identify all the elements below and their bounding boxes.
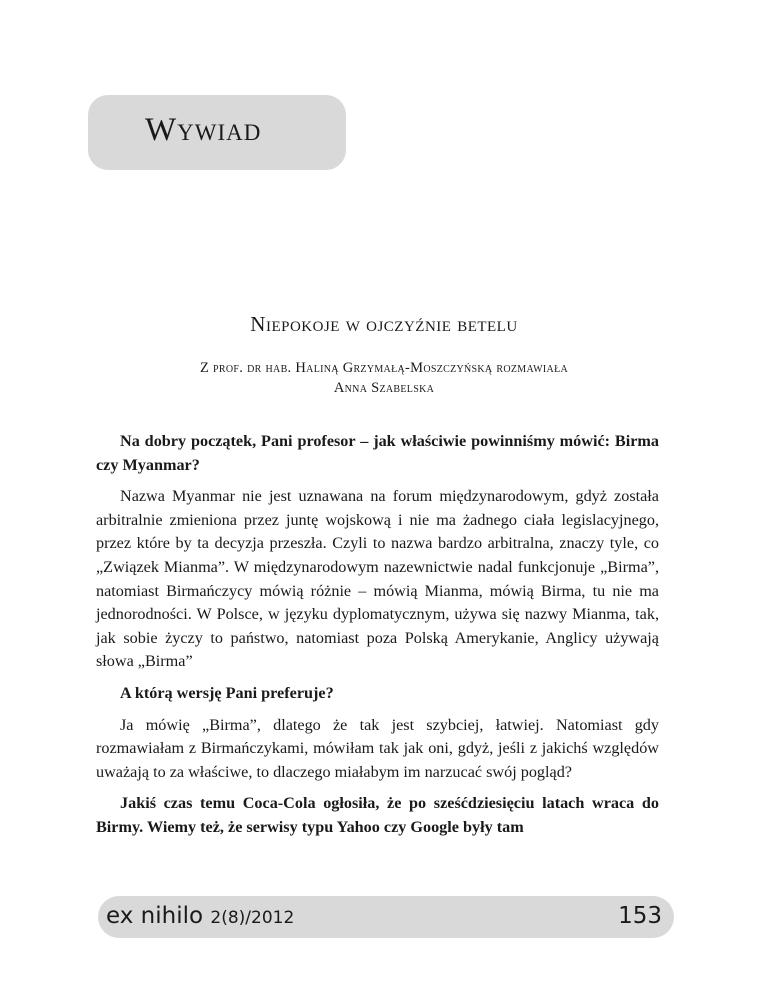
question-paragraph: A którą wersję Pani preferuje? <box>120 683 334 702</box>
question-paragraph: Na dobry początek, Pani profesor – jak właściwie powinniśmy mówić: Birma czy Myanmar? <box>96 432 659 474</box>
section-title: Wywiad <box>145 112 262 148</box>
journal-name <box>106 903 294 929</box>
journal-issue: 2(8)/2012 <box>210 908 295 928</box>
article-title: Niepokoje w ojczyźnie betelu <box>250 312 518 336</box>
byline-interviewee: Z prof. dr hab. Haliną Grzymałą-Moszczyńską rozmawiała <box>199 360 569 376</box>
question-paragraph: Jakiś czas temu Coca-Cola ogłosiła, że po sześćdziesięciu latach wraca do Birmy. Wiemy też, że serwisy typu Yahoo czy Google były tam <box>96 794 659 836</box>
article-body <box>96 430 659 848</box>
journal-title: ex nihilo <box>106 903 204 929</box>
answer-paragraph: Nazwa Myanmar nie jest uznawana na forum międzynarodowym, gdyż została arbitralnie zmieniona przez juntę wojskową i nie ma żadnego ciała legislacyjnego, przez które by ta decyzja przeszła. Czyli to nazwa bardzo arbitralna, znaczy tyle, co „Związek Mianma”. W międzynarodowym nazewnictwie nadal funkcjonuje „Birma”, natomiast Birmańczycy mówią różnie – mówią Mianma, mówią Birma, tu nie ma jednorodności. W Polsce, w języku dyplomatycznym, używa się nazwy Mianma, tak, jak sobie życzy to państwo, natomiast poza Polską Amerykanie, Anglicy używają słowa „Birma” <box>96 487 659 671</box>
answer-paragraph: Ja mówię „Birma”, dlatego że tak jest szybciej, łatwiej. Natomiast gdy rozmawiałam z Birmańczykami, mówiłam tak jak oni, gdyż, jeśli z jakichś względów uważają to za właściwe, to dlaczego miałabym im narzucać swój pogląd? <box>96 715 659 781</box>
byline-author: Anna Szabelska <box>333 380 435 396</box>
page-number: 153 <box>618 903 662 929</box>
